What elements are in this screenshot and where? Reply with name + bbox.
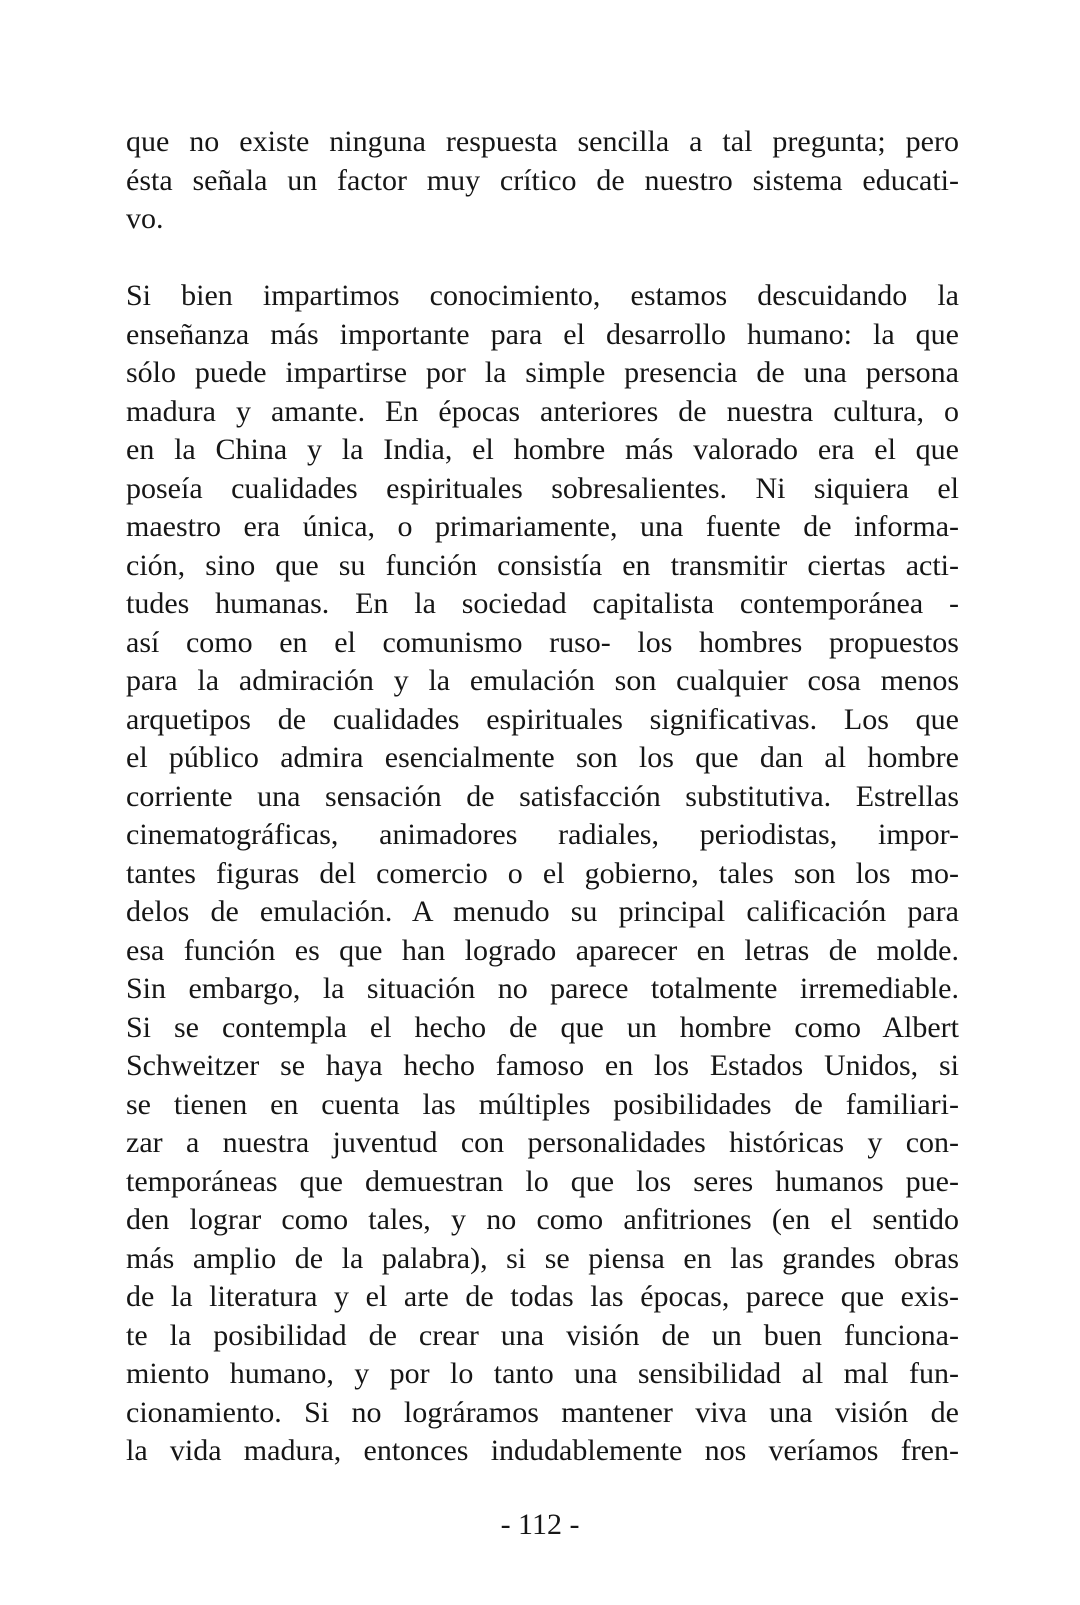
text-line: Si se contempla el hecho de que un hombre como Albert: [126, 1010, 959, 1044]
text-line: de la literatura y el arte de todas las épocas, parece que exis-: [126, 1280, 959, 1313]
text-line: esa función es que han logrado aparecer en letras de molde.: [126, 933, 959, 967]
text-line: ción, sino que su función consistía en transmitir ciertas acti-: [126, 548, 959, 582]
text-line: el público admira esencialmente son los que dan al hombre: [126, 741, 959, 774]
paragraph: [126, 123, 959, 239]
text-line: corriente una sensación de satisfacción substitutiva. Estrellas: [126, 779, 959, 813]
text-line: Si bien impartimos conocimiento, estamos descuidando la: [126, 279, 959, 312]
text-line: cionamiento. Si no lográramos mantener viva una visión de: [126, 1395, 959, 1429]
text-line: delos de emulación. A menudo su principal calificación para: [126, 895, 959, 928]
paragraph: [126, 277, 959, 1471]
text-line: Sin embargo, la situación no parece totalmente irremediable.: [126, 972, 959, 1005]
text-line: se tienen en cuenta las múltiples posibilidades de familiari-: [126, 1087, 959, 1121]
text-line: zar a nuestra juventud con personalidades históricas y con-: [126, 1126, 959, 1159]
text-line: poseía cualidades espirituales sobresalientes. Ni siquiera el: [126, 471, 959, 505]
text-line: den lograr como tales, y no como anfitriones (en el sentido: [126, 1203, 959, 1236]
text-line: tantes figuras del comercio o el gobierno, tales son los mo-: [126, 856, 959, 890]
text-line: la vida madura, entonces indudablemente nos veríamos fren-: [126, 1434, 959, 1467]
text-line: te la posibilidad de crear una visión de un buen funciona-: [126, 1318, 959, 1352]
page-number: - 112 -: [500, 1508, 580, 1541]
text-line: arquetipos de cualidades espirituales significativas. Los que: [126, 702, 959, 736]
text-line: Schweitzer se haya hecho famoso en los Estados Unidos, si: [126, 1049, 959, 1082]
text-line: en la China y la India, el hombre más valorado era el que: [126, 433, 959, 466]
text-line: sólo puede impartirse por la simple presencia de una persona: [126, 356, 959, 389]
text-line: miento humano, y por lo tanto una sensibilidad al mal fun-: [126, 1357, 959, 1390]
text-line: así como en el comunismo ruso- los hombres propuestos: [126, 625, 959, 659]
text-line: tudes humanas. En la sociedad capitalista contemporánea -: [126, 587, 959, 620]
text-line: vo.: [126, 202, 164, 235]
text-line: para la admiración y la emulación son cualquier cosa menos: [126, 664, 959, 697]
text-line: cinematográficas, animadores radiales, periodistas, impor-: [126, 818, 959, 851]
text-line: enseñanza más importante para el desarrollo humano: la que: [126, 317, 959, 351]
text-line: temporáneas que demuestran lo que los seres humanos pue-: [126, 1164, 959, 1198]
text-line: ésta señala un factor muy crítico de nuestro sistema educati-: [126, 163, 959, 197]
text-line: madura y amante. En épocas anteriores de nuestra cultura, o: [126, 394, 959, 428]
text-line: más amplio de la palabra), si se piensa en las grandes obras: [126, 1241, 959, 1275]
text-line: que no existe ninguna respuesta sencilla a tal pregunta; pero: [126, 125, 959, 158]
text-line: maestro era única, o primariamente, una fuente de informa-: [126, 510, 959, 543]
